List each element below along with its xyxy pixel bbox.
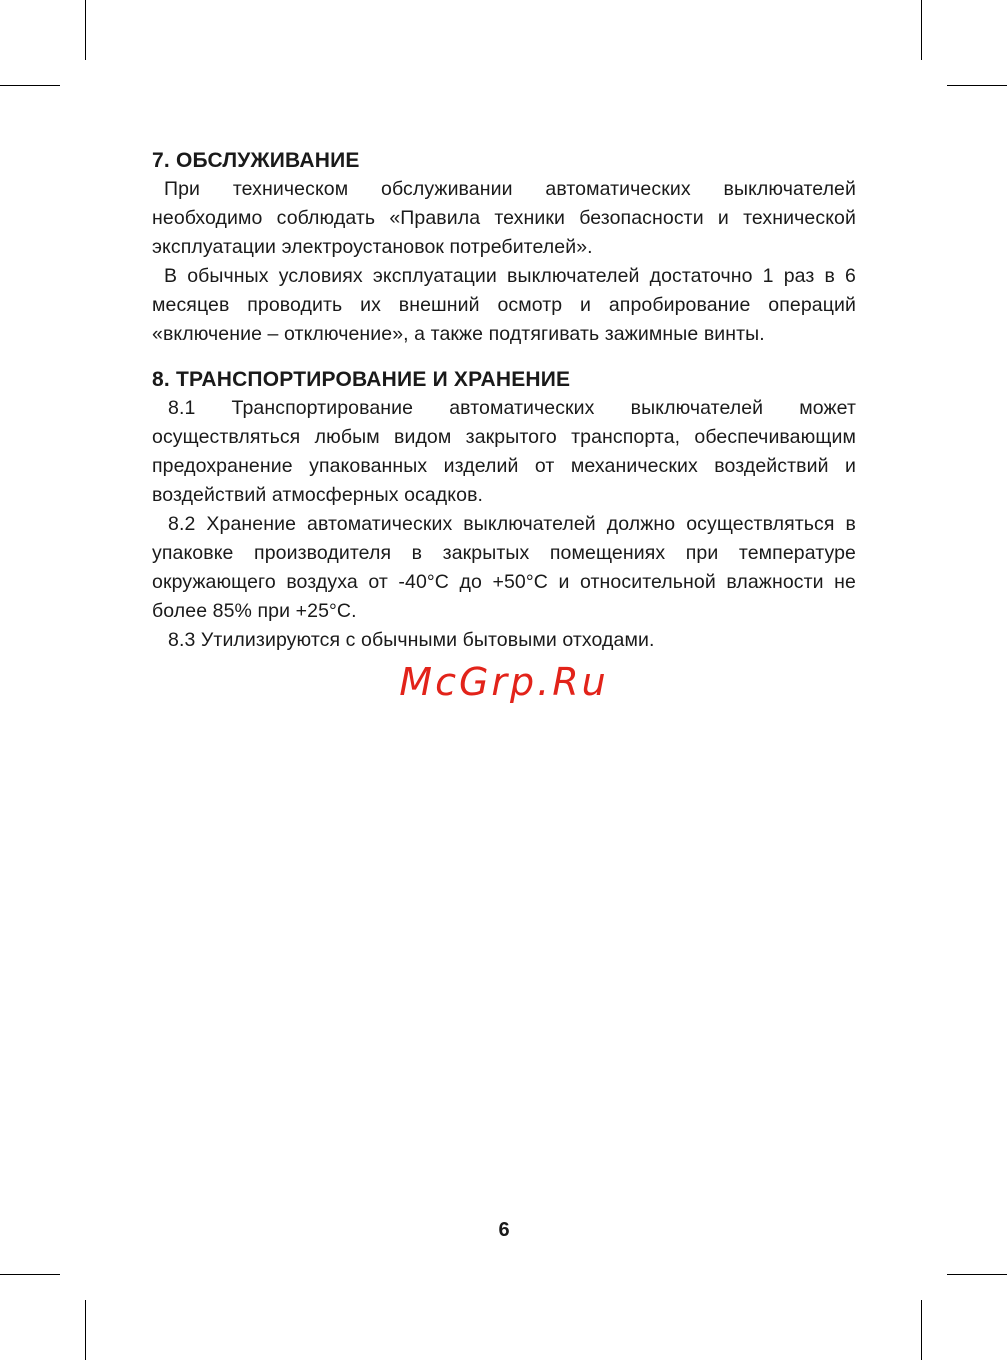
- section-7-paragraph-1: При техническом обслуживании автоматических выключателей необходимо соблюдать «Правила техники безопасности и технической эксплуатации электроустановок потребителей».: [152, 178, 856, 258]
- crop-mark-top-left-horizontal: [0, 85, 60, 86]
- crop-mark-bottom-left-horizontal: [0, 1274, 60, 1275]
- crop-mark-top-right-horizontal: [947, 85, 1007, 86]
- crop-mark-top-right-vertical: [921, 0, 922, 60]
- crop-mark-bottom-left-vertical: [85, 1300, 86, 1360]
- watermark: McGrp.Ru: [399, 660, 609, 704]
- section-8-paragraph-3: 8.3 Утилизируются с обычными бытовыми отходами.: [168, 629, 655, 651]
- crop-mark-bottom-right-horizontal: [947, 1274, 1007, 1275]
- page-content: [152, 146, 856, 655]
- crop-mark-bottom-right-vertical: [921, 1300, 922, 1360]
- crop-mark-top-left-vertical: [85, 0, 86, 60]
- section-8-heading: 8. ТРАНСПОРТИРОВАНИЕ И ХРАНЕНИЕ: [152, 368, 571, 391]
- section-8-paragraph-2: 8.2 Хранение автоматических выключателей должно осуществляться в упаковке производителя в закрытых помещениях при температуре окружающего воздуха от -40°С до +50°С и относительной влажности не более 85% при +25°С.: [152, 513, 856, 622]
- section-8-paragraph-1: 8.1 Транспортирование автоматических выключателей может осуществляться любым видом закрытого транспорта, обеспечивающим предохранение упакованных изделий от механических воздействий и воздействий атмосферных осадков.: [152, 397, 856, 506]
- section-7-heading: 7. ОБСЛУЖИВАНИЕ: [152, 149, 360, 172]
- page-number: 6: [498, 1219, 510, 1241]
- section-7-paragraph-2: В обычных условиях эксплуатации выключателей достаточно 1 раз в 6 месяцев проводить их внешний осмотр и апробирование операций «включение – отключение», а также подтягивать зажимные винты.: [152, 265, 856, 345]
